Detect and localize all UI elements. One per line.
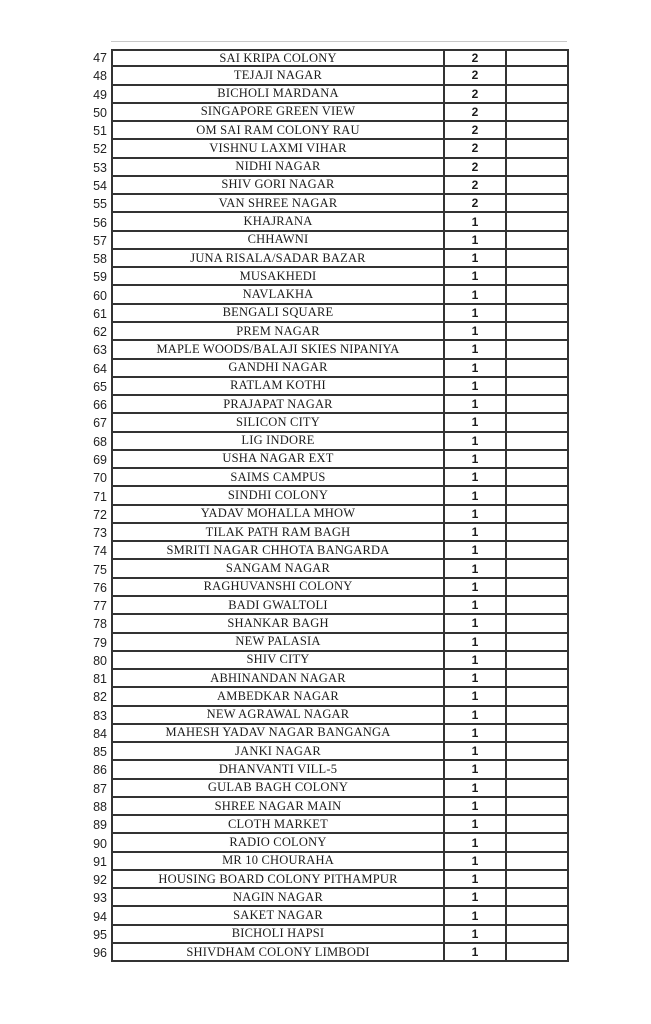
row-number: 74: [93, 544, 107, 559]
count-cell: 1: [443, 286, 505, 304]
blank-cell: [505, 67, 569, 85]
area-name-cell: RADIO COLONY: [111, 834, 443, 852]
area-name-cell: NAGIN NAGAR: [111, 889, 443, 907]
table-row: [85, 122, 569, 140]
count-cell: 1: [443, 725, 505, 743]
area-name-cell: AMBEDKAR NAGAR: [111, 688, 443, 706]
area-name-cell: SILICON CITY: [111, 414, 443, 432]
row-number: 75: [93, 562, 107, 577]
row-number: 91: [93, 854, 107, 869]
table-row: [85, 268, 569, 286]
area-name-cell: RAGHUVANSHI COLONY: [111, 579, 443, 597]
area-name-cell: MAHESH YADAV NAGAR BANGANGA: [111, 725, 443, 743]
area-name-cell: NEW AGRAWAL NAGAR: [111, 707, 443, 725]
blank-cell: [505, 396, 569, 414]
table-row: [85, 780, 569, 798]
area-name-cell: SHREE NAGAR MAIN: [111, 798, 443, 816]
table-row: [85, 615, 569, 633]
table-row: [85, 86, 569, 104]
previous-row-cutoff-line: [111, 41, 567, 42]
blank-cell: [505, 597, 569, 615]
area-name-cell: PREM NAGAR: [111, 323, 443, 341]
table-row: [85, 761, 569, 779]
table-row: [85, 560, 569, 578]
table-row: [85, 652, 569, 670]
row-number: 76: [93, 580, 107, 595]
blank-cell: [505, 816, 569, 834]
area-name-cell: KHAJRANA: [111, 213, 443, 231]
area-name-cell: JANKI NAGAR: [111, 743, 443, 761]
row-number: 67: [93, 416, 107, 431]
blank-cell: [505, 524, 569, 542]
blank-cell: [505, 725, 569, 743]
area-name-cell: SANGAM NAGAR: [111, 560, 443, 578]
blank-cell: [505, 360, 569, 378]
row-number: 77: [93, 599, 107, 614]
row-number: 69: [93, 452, 107, 467]
table-row: [85, 542, 569, 560]
table-row: [85, 140, 569, 158]
area-name-cell: SAI KRIPA COLONY: [111, 49, 443, 67]
area-name-cell: SMRITI NAGAR CHHOTA BANGARDA: [111, 542, 443, 560]
blank-cell: [505, 195, 569, 213]
table-row: [85, 104, 569, 122]
count-cell: 1: [443, 634, 505, 652]
table-row: [85, 177, 569, 195]
count-cell: 1: [443, 469, 505, 487]
table-row: [85, 286, 569, 304]
count-cell: 1: [443, 707, 505, 725]
row-number: 58: [93, 252, 107, 267]
blank-cell: [505, 579, 569, 597]
row-number: 72: [93, 507, 107, 522]
blank-cell: [505, 378, 569, 396]
area-name-cell: BADI GWALTOLI: [111, 597, 443, 615]
table-row: [85, 360, 569, 378]
table-row: [85, 195, 569, 213]
count-cell: 1: [443, 615, 505, 633]
count-cell: 1: [443, 798, 505, 816]
blank-cell: [505, 159, 569, 177]
count-cell: 1: [443, 323, 505, 341]
row-number: 64: [93, 361, 107, 376]
table-row: [85, 378, 569, 396]
row-number: 85: [93, 745, 107, 760]
blank-cell: [505, 104, 569, 122]
area-name-cell: NEW PALASIA: [111, 634, 443, 652]
count-cell: 2: [443, 140, 505, 158]
blank-cell: [505, 177, 569, 195]
row-number: 81: [93, 672, 107, 687]
row-number: 50: [93, 105, 107, 120]
count-cell: 2: [443, 67, 505, 85]
row-number: 71: [93, 489, 107, 504]
row-number: 96: [93, 946, 107, 961]
table-row: [85, 670, 569, 688]
row-number: 89: [93, 818, 107, 833]
row-number: 47: [93, 51, 107, 66]
count-cell: 1: [443, 506, 505, 524]
row-number: 94: [93, 909, 107, 924]
row-number: 57: [93, 233, 107, 248]
table-row: [85, 213, 569, 231]
table-row: [85, 159, 569, 177]
blank-cell: [505, 305, 569, 323]
row-number: 93: [93, 891, 107, 906]
blank-cell: [505, 49, 569, 67]
table-row: [85, 634, 569, 652]
table-row: [85, 579, 569, 597]
table-row: [85, 414, 569, 432]
table-row: [85, 853, 569, 871]
count-cell: 1: [443, 652, 505, 670]
blank-cell: [505, 433, 569, 451]
area-name-cell: RATLAM KOTHI: [111, 378, 443, 396]
blank-cell: [505, 414, 569, 432]
table-row: [85, 871, 569, 889]
blank-cell: [505, 889, 569, 907]
row-number: 48: [93, 69, 107, 84]
count-cell: 1: [443, 250, 505, 268]
blank-cell: [505, 670, 569, 688]
area-name-cell: VISHNU LAXMI VIHAR: [111, 140, 443, 158]
count-cell: 1: [443, 834, 505, 852]
count-cell: 1: [443, 433, 505, 451]
blank-cell: [505, 323, 569, 341]
row-number: 51: [93, 124, 107, 139]
area-name-cell: USHA NAGAR EXT: [111, 451, 443, 469]
area-name-cell: SINDHI COLONY: [111, 487, 443, 505]
area-name-cell: SHANKAR BAGH: [111, 615, 443, 633]
table-row: [85, 451, 569, 469]
count-cell: 1: [443, 341, 505, 359]
blank-cell: [505, 232, 569, 250]
table-row: [85, 725, 569, 743]
row-number: 62: [93, 325, 107, 340]
count-cell: 1: [443, 944, 505, 962]
area-name-cell: ABHINANDAN NAGAR: [111, 670, 443, 688]
table-row: [85, 506, 569, 524]
row-number: 87: [93, 781, 107, 796]
table-row: [85, 834, 569, 852]
locality-count-table: [85, 49, 569, 962]
area-name-cell: YADAV MOHALLA MHOW: [111, 506, 443, 524]
count-cell: 1: [443, 907, 505, 925]
blank-cell: [505, 688, 569, 706]
row-number: 68: [93, 434, 107, 449]
row-number: 83: [93, 708, 107, 723]
area-name-cell: CLOTH MARKET: [111, 816, 443, 834]
count-cell: 1: [443, 816, 505, 834]
row-number: 78: [93, 617, 107, 632]
count-cell: 1: [443, 451, 505, 469]
area-name-cell: NIDHI NAGAR: [111, 159, 443, 177]
area-name-cell: MR 10 CHOURAHA: [111, 853, 443, 871]
count-cell: 1: [443, 780, 505, 798]
area-name-cell: SHIVDHAM COLONY LIMBODI: [111, 944, 443, 962]
table-body: [85, 49, 569, 962]
count-cell: 1: [443, 378, 505, 396]
area-name-cell: OM SAI RAM COLONY RAU: [111, 122, 443, 140]
count-cell: 1: [443, 688, 505, 706]
count-cell: 2: [443, 49, 505, 67]
row-number: 90: [93, 836, 107, 851]
area-name-cell: TILAK PATH RAM BAGH: [111, 524, 443, 542]
count-cell: 1: [443, 560, 505, 578]
area-name-cell: SAIMS CAMPUS: [111, 469, 443, 487]
row-number: 95: [93, 927, 107, 942]
table-row: [85, 944, 569, 962]
row-number: 86: [93, 763, 107, 778]
row-number: 49: [93, 87, 107, 102]
count-cell: 2: [443, 159, 505, 177]
row-number: 80: [93, 653, 107, 668]
blank-cell: [505, 615, 569, 633]
area-name-cell: HOUSING BOARD COLONY PITHAMPUR: [111, 871, 443, 889]
row-number: 88: [93, 800, 107, 815]
table-row: [85, 907, 569, 925]
row-number: 56: [93, 215, 107, 230]
count-cell: 1: [443, 305, 505, 323]
table-row: [85, 323, 569, 341]
area-name-cell: SINGAPORE GREEN VIEW: [111, 104, 443, 122]
count-cell: 1: [443, 524, 505, 542]
blank-cell: [505, 506, 569, 524]
row-number: 60: [93, 288, 107, 303]
blank-cell: [505, 122, 569, 140]
row-number: 61: [93, 306, 107, 321]
area-name-cell: NAVLAKHA: [111, 286, 443, 304]
count-cell: 1: [443, 396, 505, 414]
blank-cell: [505, 451, 569, 469]
count-cell: 2: [443, 104, 505, 122]
area-name-cell: GULAB BAGH COLONY: [111, 780, 443, 798]
blank-cell: [505, 560, 569, 578]
area-name-cell: GANDHI NAGAR: [111, 360, 443, 378]
table-row: [85, 597, 569, 615]
blank-cell: [505, 871, 569, 889]
blank-cell: [505, 268, 569, 286]
row-number: 66: [93, 398, 107, 413]
table-row: [85, 816, 569, 834]
blank-cell: [505, 250, 569, 268]
area-name-cell: CHHAWNI: [111, 232, 443, 250]
blank-cell: [505, 469, 569, 487]
count-cell: 2: [443, 122, 505, 140]
table-row: [85, 250, 569, 268]
count-cell: 1: [443, 360, 505, 378]
count-cell: 1: [443, 853, 505, 871]
count-cell: 1: [443, 487, 505, 505]
blank-cell: [505, 634, 569, 652]
blank-cell: [505, 140, 569, 158]
row-number: 70: [93, 471, 107, 486]
table-row: [85, 707, 569, 725]
count-cell: 1: [443, 414, 505, 432]
count-cell: 1: [443, 761, 505, 779]
count-cell: 1: [443, 579, 505, 597]
row-number: 53: [93, 160, 107, 175]
area-name-cell: MUSAKHEDI: [111, 268, 443, 286]
row-number: 73: [93, 526, 107, 541]
blank-cell: [505, 761, 569, 779]
count-cell: 1: [443, 871, 505, 889]
blank-cell: [505, 743, 569, 761]
count-cell: 1: [443, 597, 505, 615]
area-name-cell: LIG INDORE: [111, 433, 443, 451]
blank-cell: [505, 780, 569, 798]
area-name-cell: SHIV CITY: [111, 652, 443, 670]
area-name-cell: BICHOLI MARDANA: [111, 86, 443, 104]
row-number: 59: [93, 270, 107, 285]
count-cell: 1: [443, 213, 505, 231]
count-cell: 1: [443, 670, 505, 688]
row-number: 54: [93, 178, 107, 193]
count-cell: 1: [443, 268, 505, 286]
row-number: 82: [93, 690, 107, 705]
row-number: 65: [93, 379, 107, 394]
table-row: [85, 232, 569, 250]
area-name-cell: PRAJAPAT NAGAR: [111, 396, 443, 414]
table-row: [85, 67, 569, 85]
blank-cell: [505, 926, 569, 944]
table-row: [85, 743, 569, 761]
count-cell: 1: [443, 889, 505, 907]
area-name-cell: DHANVANTI VILL-5: [111, 761, 443, 779]
count-cell: 1: [443, 926, 505, 944]
area-name-cell: TEJAJI NAGAR: [111, 67, 443, 85]
table-row: [85, 396, 569, 414]
table-row: [85, 49, 569, 67]
table-row: [85, 305, 569, 323]
blank-cell: [505, 487, 569, 505]
area-name-cell: SHIV GORI NAGAR: [111, 177, 443, 195]
blank-cell: [505, 341, 569, 359]
count-cell: 1: [443, 743, 505, 761]
blank-cell: [505, 944, 569, 962]
count-cell: 2: [443, 195, 505, 213]
row-number: 92: [93, 873, 107, 888]
blank-cell: [505, 652, 569, 670]
blank-cell: [505, 834, 569, 852]
area-name-cell: SAKET NAGAR: [111, 907, 443, 925]
blank-cell: [505, 86, 569, 104]
blank-cell: [505, 853, 569, 871]
table-row: [85, 341, 569, 359]
blank-cell: [505, 542, 569, 560]
table-row: [85, 798, 569, 816]
blank-cell: [505, 286, 569, 304]
table-row: [85, 688, 569, 706]
table-row: [85, 487, 569, 505]
table-row: [85, 524, 569, 542]
blank-cell: [505, 707, 569, 725]
area-name-cell: JUNA RISALA/SADAR BAZAR: [111, 250, 443, 268]
blank-cell: [505, 907, 569, 925]
area-name-cell: VAN SHREE NAGAR: [111, 195, 443, 213]
row-number: 79: [93, 635, 107, 650]
count-cell: 1: [443, 232, 505, 250]
row-number: 55: [93, 197, 107, 212]
table-row: [85, 469, 569, 487]
blank-cell: [505, 798, 569, 816]
count-cell: 1: [443, 542, 505, 560]
row-number: 63: [93, 343, 107, 358]
table-row: [85, 433, 569, 451]
row-number: 52: [93, 142, 107, 157]
blank-cell: [505, 213, 569, 231]
row-number: 84: [93, 726, 107, 741]
count-cell: 2: [443, 86, 505, 104]
area-name-cell: BENGALI SQUARE: [111, 305, 443, 323]
table-row: [85, 926, 569, 944]
table-row: [85, 889, 569, 907]
area-name-cell: MAPLE WOODS/BALAJI SKIES NIPANIYA: [111, 341, 443, 359]
area-name-cell: BICHOLI HAPSI: [111, 926, 443, 944]
count-cell: 2: [443, 177, 505, 195]
